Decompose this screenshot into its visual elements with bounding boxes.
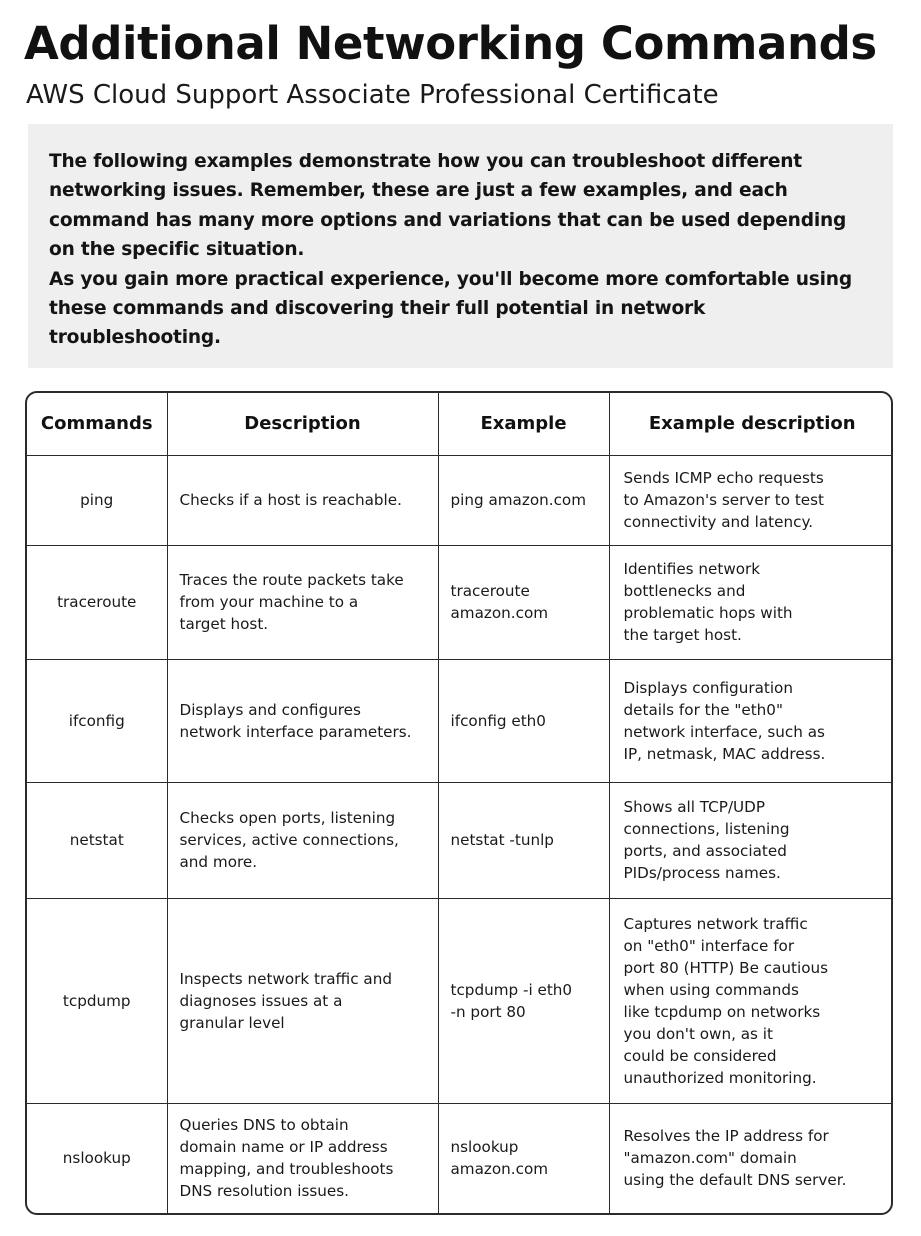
example-cell: ping amazon.com	[438, 455, 609, 545]
command-cell: nslookup	[27, 1103, 167, 1213]
table-header-row	[27, 393, 893, 455]
page-subtitle: AWS Cloud Support Associate Professional Certificate	[26, 80, 719, 110]
description-cell: Inspects network traffic and diagnoses issues at a granular level	[167, 898, 438, 1103]
example-cell: nslookup amazon.com	[438, 1103, 609, 1213]
description-cell: Queries DNS to obtain domain name or IP address mapping, and troubleshoots DNS resolution issues.	[167, 1103, 438, 1213]
table-row-ifconfig	[27, 659, 893, 782]
header-example-description: Example description	[609, 393, 893, 455]
header-commands: Commands	[27, 393, 167, 455]
table-row-nslookup	[27, 1103, 893, 1213]
command-cell: ping	[27, 455, 167, 545]
command-cell: netstat	[27, 782, 167, 898]
example-description-cell: Displays configuration details for the "eth0" network interface, such as IP, netmask, MAC address.	[609, 659, 893, 782]
page-title: Additional Networking Commands	[24, 17, 877, 70]
example-cell: ifconfig eth0	[438, 659, 609, 782]
description-cell: Checks open ports, listening services, active connections, and more.	[167, 782, 438, 898]
intro-paragraph-1: The following examples demonstrate how you can troubleshoot different networking issues. Remember, these are just a few examples, and each command has many more options and variations that can be used depending on the specific situation.	[49, 151, 847, 261]
command-cell: tcpdump	[27, 898, 167, 1103]
commands-table	[27, 393, 893, 1213]
table-row-traceroute	[27, 545, 893, 659]
description-cell: Displays and configures network interface parameters.	[167, 659, 438, 782]
example-cell: tcpdump -i eth0 -n port 80	[438, 898, 609, 1103]
header-example: Example	[438, 393, 609, 455]
example-description-cell: Shows all TCP/UDP connections, listening ports, and associated PIDs/process names.	[609, 782, 893, 898]
command-cell: traceroute	[27, 545, 167, 659]
commands-table-container	[25, 391, 893, 1215]
table-row-ping	[27, 455, 893, 545]
example-cell: netstat -tunlp	[438, 782, 609, 898]
description-cell: Checks if a host is reachable.	[167, 455, 438, 545]
example-description-cell: Resolves the IP address for "amazon.com" domain using the default DNS server.	[609, 1103, 893, 1213]
example-description-cell: Captures network traffic on "eth0" interface for port 80 (HTTP) Be cautious when using commands like tcpdump on networks you don't own, as it could be considered unauthorized monitoring.	[609, 898, 893, 1103]
header-description: Description	[167, 393, 438, 455]
intro-box	[28, 124, 893, 368]
description-cell: Traces the route packets take from your machine to a target host.	[167, 545, 438, 659]
table-row-netstat	[27, 782, 893, 898]
example-description-cell: Identifies network bottlenecks and problematic hops with the target host.	[609, 545, 893, 659]
table-row-tcpdump	[27, 898, 893, 1103]
command-cell: ifconfig	[27, 659, 167, 782]
example-description-cell: Sends ICMP echo requests to Amazon's server to test connectivity and latency.	[609, 455, 893, 545]
intro-paragraph-2: As you gain more practical experience, you'll become more comfortable using these commands and discovering their full potential in network troubleshooting.	[49, 268, 852, 349]
example-cell: traceroute amazon.com	[438, 545, 609, 659]
